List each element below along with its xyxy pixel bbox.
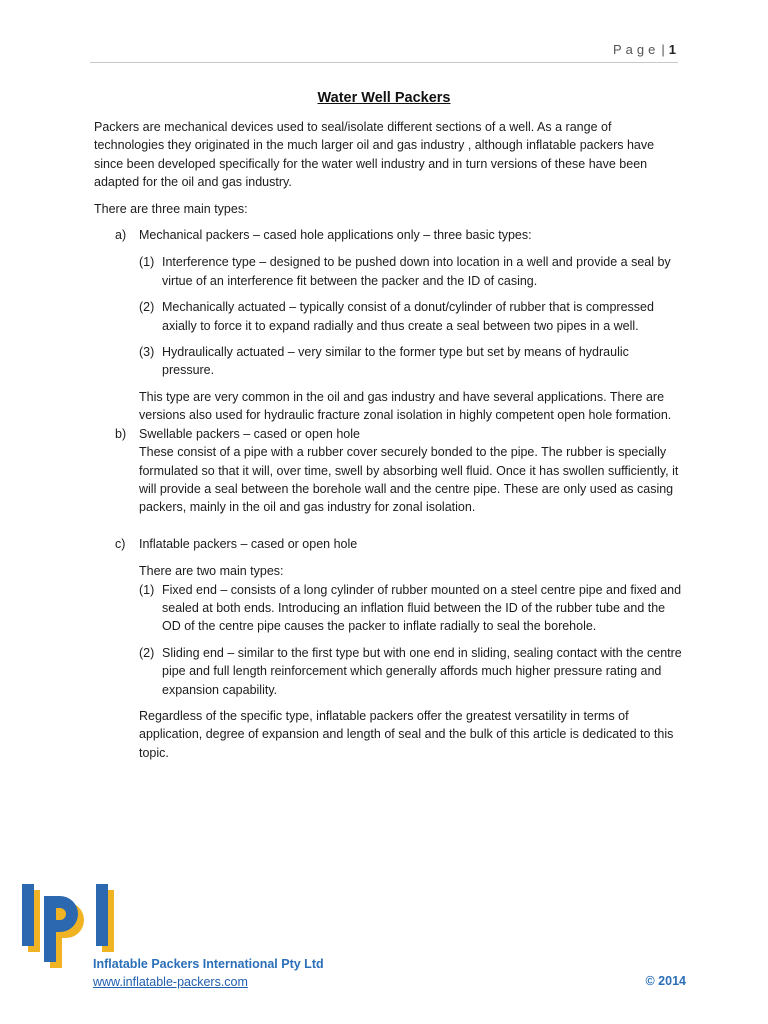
section-b-title: Swellable packers – cased or open hole	[139, 426, 360, 441]
section-c-label: c)	[115, 536, 126, 551]
list-item	[94, 298, 684, 335]
section-a-note: This type are very common in the oil and gas industry and have several applications. There are versions also used for hydraulic fracture zonal isolation in highly competent open hole formation.	[139, 389, 672, 423]
list-item-number: (3)	[139, 345, 155, 360]
section-b	[94, 425, 684, 517]
spacer	[94, 525, 684, 535]
intro-paragraph: Packers are mechanical devices used to seal/isolate different sections of a well. As a range of technologies they originated in the much larger oil and gas industry , although inflatable packers have since been developed specifically for the water well industry and in turn versions of these have been adapted for the oil and gas industry.	[94, 120, 655, 190]
header-rule	[90, 62, 678, 63]
section-b-body: These consist of a pipe with a rubber cover securely bonded to the pipe. The rubber is specially formulated so that it will, over time, swell by absorbing well fluid. Once it has swollen sufficiently, it will provide a seal between the borehole wall and the centre pipe. These are only used as casing packers, mainly in the oil and gas industry for zonal isolation.	[139, 445, 679, 515]
list-item	[94, 644, 684, 699]
section-a-label: a)	[115, 228, 127, 243]
section-c-title: Inflatable packers – cased or open hole	[139, 536, 358, 551]
list-item-text: Fixed end – consists of a long cylinder of rubber mounted on a steel centre pipe and fixed and sealed at both ends. Introducing an inflation fluid between the ID of the rubber tube and the OD of the centre pipe causes the packer to inflate radially to seal the borehole.	[162, 582, 682, 634]
list-item-text: Mechanically actuated – typically consist of a donut/cylinder of rubber that is compressed axially to force it to expand radially and thus create a seal between two pipes in a well.	[162, 300, 654, 333]
list-item-text: Sliding end – similar to the first type but with one end in sliding, sealing contact with the centre pipe and full length reinforcement which generally affords much higher pressure rating and expansion capability.	[162, 645, 682, 697]
section-b-label: b)	[115, 426, 127, 441]
list-item-number: (1)	[139, 255, 155, 270]
list-item	[94, 343, 684, 380]
list-item-number: (1)	[139, 582, 155, 597]
page-number-header	[613, 42, 676, 57]
document-body	[94, 118, 684, 762]
footer-website-link[interactable]: www.inflatable-packers.com	[93, 975, 248, 989]
section-a-title: Mechanical packers – cased hole applications only – three basic types:	[139, 228, 532, 243]
list-item-number: (2)	[139, 645, 155, 660]
list-item-text: Hydraulically actuated – very similar to the former type but set by means of hydraulic pressure.	[162, 345, 629, 378]
two-types-line: There are two main types:	[139, 564, 284, 579]
page-number: 1	[668, 42, 676, 57]
list-item	[94, 253, 684, 290]
section-c-heading	[94, 535, 684, 553]
list-item	[94, 581, 684, 636]
section-c-note: Regardless of the specific type, inflatable packers offer the greatest versatility in terms of application, degree of expansion and length of seal and the bulk of this article is dedicated to this topic.	[139, 708, 674, 760]
document-title: Water Well Packers	[317, 90, 451, 106]
list-item-text: Interference type – designed to be pushed down into location in a well and provide a seal by virtue of an interference fit between the packer and the ID of casing.	[162, 255, 671, 288]
three-types-line: There are three main types:	[94, 201, 248, 216]
list-item-number: (2)	[139, 300, 155, 315]
page-separator: |	[661, 42, 665, 57]
footer-company-name: Inflatable Packers International Pty Ltd	[93, 957, 324, 971]
page-word: Page	[613, 42, 660, 57]
footer-copyright: © 2014	[645, 974, 686, 988]
section-a-heading	[94, 226, 684, 244]
